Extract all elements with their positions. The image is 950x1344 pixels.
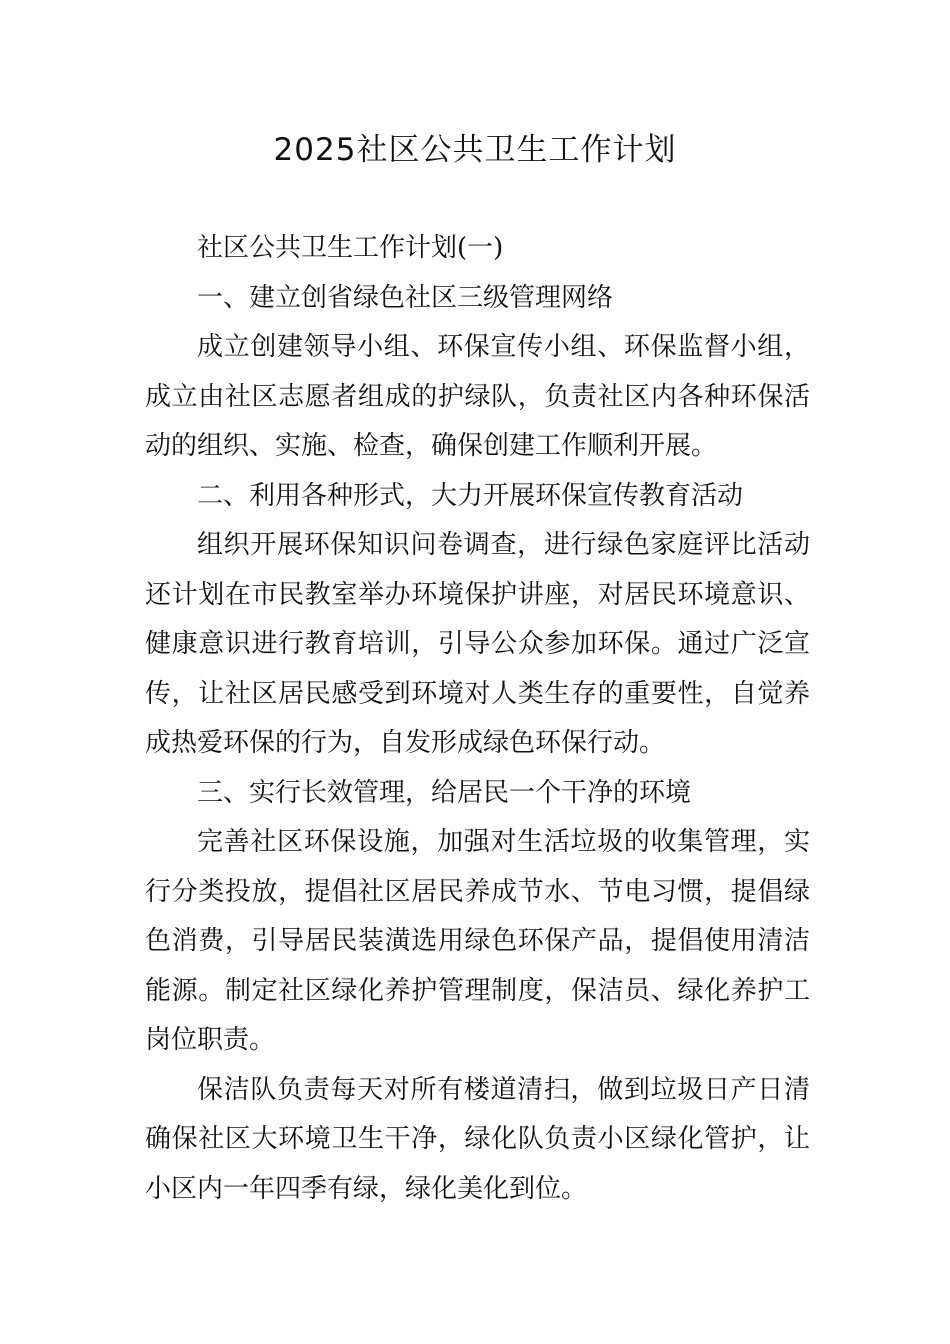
document-title: 2025社区公共卫生工作计划 xyxy=(273,132,677,168)
body-paragraph: 成立创建领导小组、环保宣传小组、环保监督小组，成立由社区志愿者组成的护绿队，负责社区内各种环保活动的组织、实施、检查，确保创建工作顺利开展。 xyxy=(145,332,810,461)
section-heading-1: 一、建立创省绿色社区三级管理网络 xyxy=(197,282,614,313)
body-paragraph: 保洁队负责每天对所有楼道清扫，做到垃圾日产日清确保社区大环境卫生干净，绿化队负责小区绿化管护，让小区内一年四季有绿，绿化美化到位。 xyxy=(145,1074,810,1204)
body-paragraph: 完善社区环保设施，加强对生活垃圾的收集管理，实行分类投放，提倡社区居民养成节水、节电习惯，提倡绿色消费，引导居民装潢选用绿色环保产品，提倡使用清洁能源。制定社区绿化养护管理制度，保洁员、绿化养护工岗位职责。 xyxy=(145,827,810,1055)
subtitle-paragraph: 社区公共卫生工作计划(一) xyxy=(197,233,504,263)
body-paragraph: 组织开展环保知识问卷调查，进行绿色家庭评比活动还计划在市民教室举办环境保护讲座，对居民环境意识、健康意识进行教育培训，引导公众参加环保。通过广泛宣传，让社区居民感受到环境对人类生存的重要性，自觉养成热爱环保的行为，自发形成绿色环保行动。 xyxy=(145,530,810,758)
section-heading-3: 三、实行长效管理，给居民一个干净的环境 xyxy=(197,777,692,808)
document-body xyxy=(145,224,810,1214)
section-heading-2: 二、利用各种形式，大力开展环保宣传教育活动 xyxy=(197,480,744,511)
